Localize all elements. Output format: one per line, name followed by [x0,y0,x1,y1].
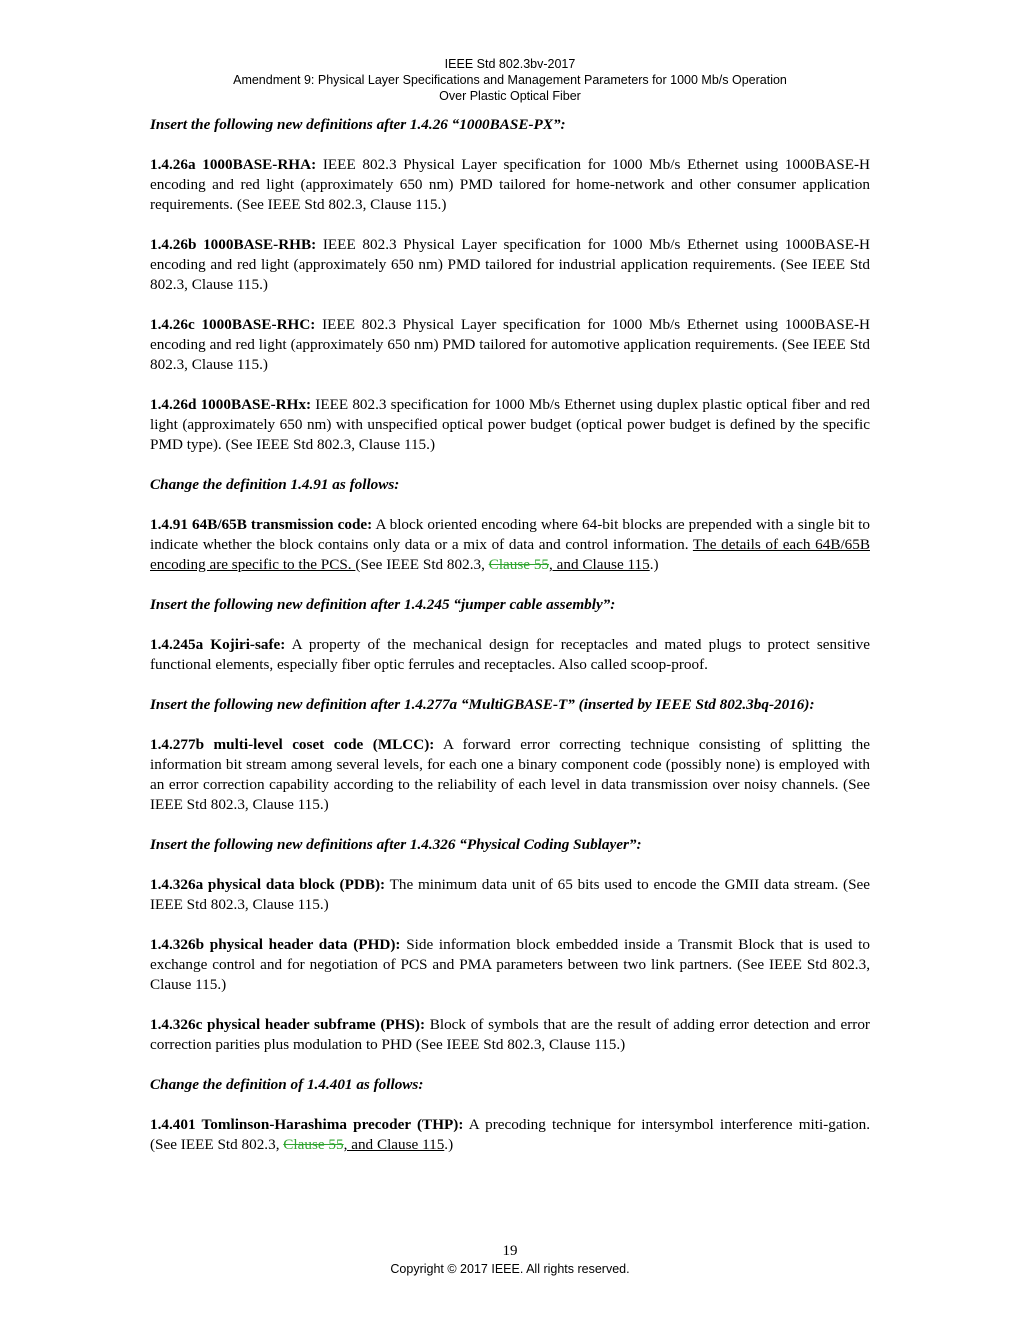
definition-1000base-rhx [150,395,870,455]
definition-thp [150,1115,870,1155]
definition-text: IEEE 802.3 specification for 1000 Mb/s Ethernet using duplex plastic optical fiber and red light (approximately 650 nm) with unspecified optical power budget (optical power budget is defined by the specific PMD type). (See IEEE Std 802.3, Clause 115.) [150,396,870,453]
header-standard: IEEE Std 802.3bv-2017 [444,57,576,71]
page-footer [0,1242,1020,1278]
definition-term: 1.4.326a physical data block (PDB): [150,876,386,893]
definition-text: IEEE 802.3 Physical Layer specification for 1000 Mb/s Ethernet using 1000BASE-H encoding and red light (approximately 650 nm) PMD tailored for automotive application requirements. (See IEEE Std 802.3, Clause 115.) [150,316,870,373]
definition-term: 1.4.26b 1000BASE-RHB: [150,236,317,253]
definition-kojiri-safe [150,635,870,675]
editing-instruction: Insert the following new definitions after 1.4.26 “1000BASE-PX”: [150,116,566,133]
definition-text: .) [649,556,659,573]
editing-instruction: Insert the following new definitions after 1.4.326 “Physical Coding Sublayer”: [150,836,642,853]
definition-term: 1.4.401 Tomlinson-Harashima precoder (THP): [150,1116,464,1133]
definition-term: 1.4.26d 1000BASE-RHx: [150,396,312,413]
definition-term: 1.4.91 64B/65B transmission code: [150,516,373,533]
definition-text: The minimum data unit of 65 bits used to encode the GMII data stream. (See IEEE Std 802.3, Clause 115.) [150,876,871,913]
page-number: 19 [502,1243,518,1259]
definition-text: .) [444,1136,454,1153]
definition-1000base-rhc [150,315,870,375]
deleted-text: Clause 55 [283,1136,344,1153]
definition-term: 1.4.326b physical header data (PHD): [150,936,401,953]
definition-term: 1.4.326c physical header subframe (PHS): [150,1016,426,1033]
editing-instruction: Change the definition of 1.4.401 as follows: [150,1076,424,1093]
definition-64b65b-transmission-code [150,515,870,575]
inserted-text: , and Clause 115 [343,1136,445,1153]
inserted-text: The details of each 64B/65B encoding are specific to the PCS. [150,536,870,573]
definition-text: (See IEEE Std 802.3, [355,556,489,573]
definition-term: 1.4.245a Kojiri-safe: [150,636,286,653]
definition-text: A forward error correcting technique consisting of splitting the information bit stream among several levels, for each one a binary component code (possibly none) is employed with an error correction capability according to the reliability of each level in data transmission over noisy channels. (See IEEE Std 802.3, Clause 115.) [150,736,870,813]
definition-pdb [150,875,870,915]
definition-term: 1.4.277b multi-level coset code (MLCC): [150,736,435,753]
definition-1000base-rhb [150,235,870,295]
definition-term: 1.4.26c 1000BASE-RHC: [150,316,316,333]
definition-text: Block of symbols that are the result of adding error detection and error correction parities plus modulation to PHD (See IEEE Std 802.3, Clause 115.) [150,1016,870,1053]
definition-term: 1.4.26a 1000BASE-RHA: [150,156,317,173]
editing-instruction: Insert the following new definition after 1.4.277a “MultiGBASE-T” (inserted by IEEE Std 802.3bq-2016): [150,696,815,713]
header-amendment-subtitle: Over Plastic Optical Fiber [439,89,581,103]
deleted-text: Clause 55 [488,556,550,573]
copyright-notice: Copyright © 2017 IEEE. All rights reserved. [390,1262,630,1276]
inserted-text: , and Clause 115 [549,556,650,573]
definition-mlcc [150,735,870,815]
definition-text: Side information block embedded inside a Transmit Block that is used to exchange control and for negotiation of PCS and PMA parameters between two link partners. (See IEEE Std 802.3, Clause 115.) [150,936,870,993]
definition-phd [150,935,870,995]
definition-text: A precoding technique for intersymbol interference miti-gation. (See IEEE Std 802.3, [150,1116,870,1153]
page-body [150,115,870,1175]
definition-text: IEEE 802.3 Physical Layer specification for 1000 Mb/s Ethernet using 1000BASE-H encoding and red light (approximately 650 nm) PMD tailored for industrial application requirements. (See IEEE Std 802.3, Clause 115.) [150,236,870,293]
definition-1000base-rha [150,155,870,215]
running-header [0,56,1020,104]
editing-instruction: Insert the following new definition after 1.4.245 “jumper cable assembly”: [150,596,616,613]
header-amendment-title: Amendment 9: Physical Layer Specifications and Management Parameters for 1000 Mb/s Operation [233,73,787,87]
definition-text: IEEE 802.3 Physical Layer specification for 1000 Mb/s Ethernet using 1000BASE-H encoding and red light (approximately 650 nm) PMD tailored for home-network and other consumer application requirements. (See IEEE Std 802.3, Clause 115.) [150,156,870,213]
definition-text: A property of the mechanical design for receptacles and mated plugs to protect sensitive functional elements, especially fiber optic ferrules and receptacles. Also called scoop-proof. [150,636,870,673]
definition-text: A block oriented encoding where 64-bit blocks are prepended with a single bit to indicate whether the block contains only data or a mix of data and control information. [150,516,870,553]
editing-instruction: Change the definition 1.4.91 as follows: [150,476,400,493]
definition-phs [150,1015,870,1055]
